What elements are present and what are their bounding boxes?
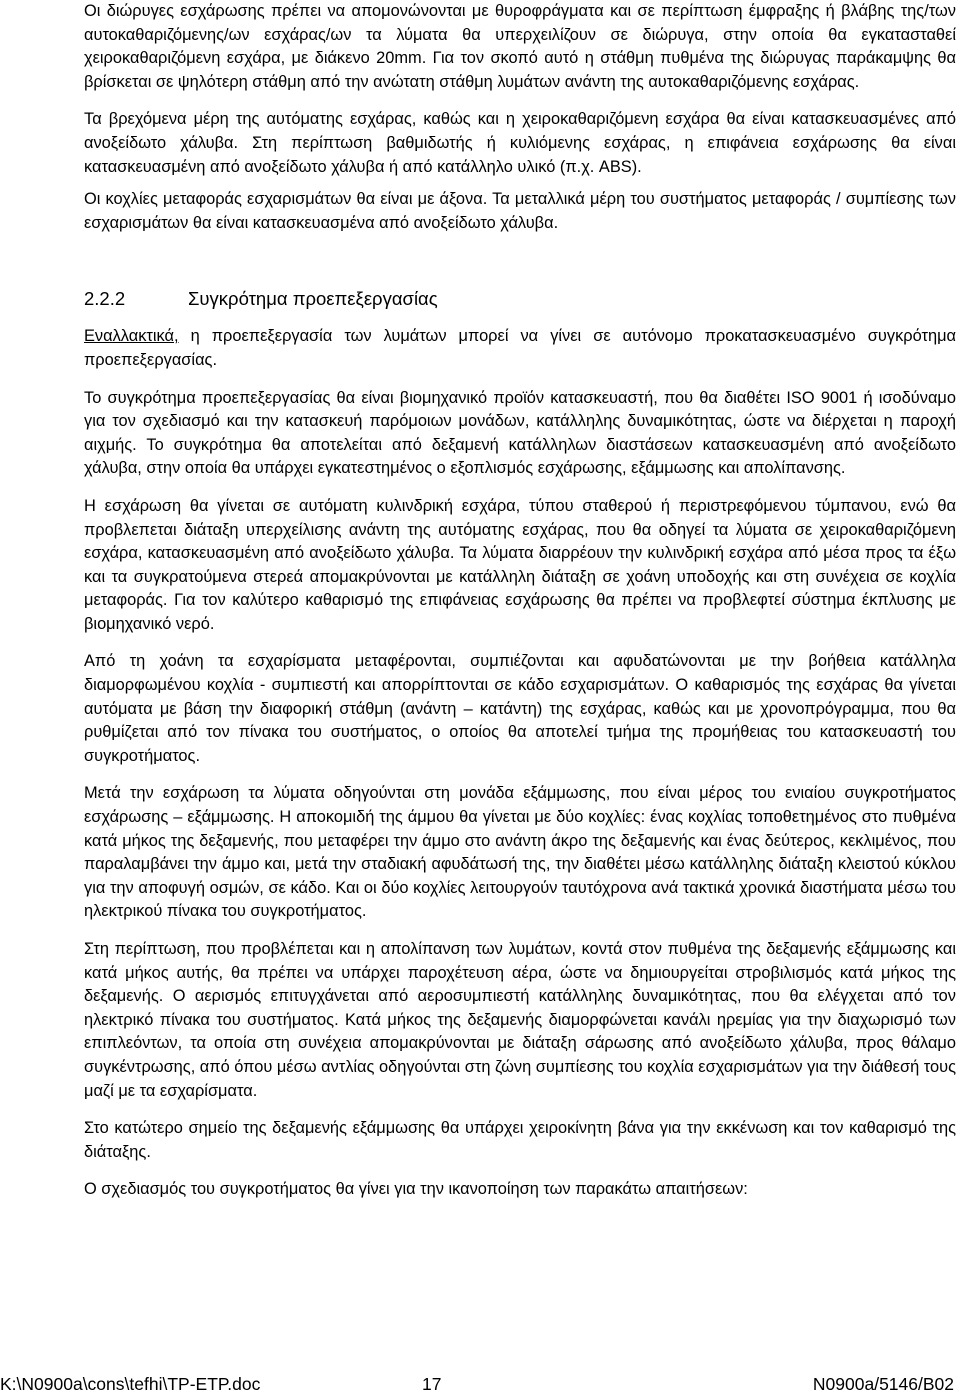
section-title: Συγκρότημα προεπεξεργασίας [188,288,438,310]
paragraph-wetted-parts: Τα βρεχόμενα μέρη της αυτόματης εσχάρας, καθώς και η χειροκαθαριζόμενη εσχάρα θα είναι κατασκευασμένες από ανοξείδωτο χάλυβα. Στη περίπτωση βαθμιδωτής ή κυλιόμενης εσχάρας, η επιφάνεια εσχάρωσης θα είναι κατασκευασμένη από ανοξείδωτο χάλυβα ή από κατάλληλο υλικό (π.χ. ABS). [84,110,956,176]
page-footer [0,1372,960,1396]
footer-file-path: K:\N0900a\cons\tefhi\TP-ETP.doc [0,1374,261,1394]
section-heading [84,287,956,311]
paragraph-drain-valve: Στο κατώτερο σημείο της δεξαμενής εξάμμωσης θα υπάρχει χειροκίνητη βάνα για την εκκένωση και τον καθαρισμό της διάταξης. [84,1119,956,1161]
paragraph-screenings-handling: Από τη χοάνη τα εσχαρίσματα μεταφέρονται, συμπιέζονται και αφυδατώνονται με την βοήθεια κατάλληλα διαμορφωμένου κοχλία - συμπιεστή και απορρίπτονται σε κάδο εσχαρισμάτων. Ο καθαρισμός της εσχάρας θα γίνεται αυτόματα με βάση την διαφορική στάθμη (ανάντη – κατάντη) της εσχάρας, καθώς και με χρονοπρόγραμμα, που θα ρυθμίζεται από τον πίνακα του συστήματος, ο οποίος θα αποτελεί τμήμα της προμήθειας του κατασκευαστή του συγκροτήματος. [84,652,956,765]
section-number: 2.2.2 [84,288,126,310]
paragraph-bypass-channel: Οι διώρυγες εσχάρωσης πρέπει να απομονώνονται με θυροφράγματα και σε περίπτωση έμφραξης ή βλάβης της/των αυτοκαθαριζόμενης/ων εσχάρας/ων τα λύματα θα υπερχειλίζουν σε διώρυγα, στην οποία θα εγκατασταθεί χειροκαθαριζόμενη εσχάρα, με διάκενο 20mm. Για τον σκοπό αυτό η στάθμη πυθμένα της διώρυγας παράκαμψης θα βρίσκεται σε ψηλότερη στάθμη από την ανώτατη στάθμη λυμάτων ανάντη της αυτοκαθαριζόμενης εσχάρας. [84,2,956,91]
footer-page-number: 17 [422,1374,442,1394]
paragraph-degreasing: Στη περίπτωση, που προβλέπεται και η απολίπανση των λυμάτων, κοντά στον πυθμένα της δεξαμενής εξάμμωσης και κατά μήκος αυτής, θα πρέπει να υπάρχει παροχέτευση αέρα, ώστε να δημιουργείται στροβιλισμός κατά μήκος της δεξαμενής. Ο αερισμός επιτυγχάνεται από αεροσυμπιεστή κατάλληλης δυναμικότητας, που θα ελέγχεται από τον ηλεκτρικό πίνακα του συστήματος. Κατά μήκος της δεξαμενής διαμορφώνεται κανάλι ηρεμίας για την διαχωρισμό των επιπλεόντων, τα οποία στη συνέχεια απομακρύνονται με διάταξη σάρωσης από ανοξείδωτο χάλυβα, προς θάλαμο συγκέντρωσης, από όπου μέσω αντλίας οδηγούνται στη ζώνη συμπίεσης του κοχλία εσχαρισμάτων για την διάθεσή τους μαζί με τα εσχαρίσματα. [84,940,956,1100]
document-body [84,0,956,1202]
paragraph-screening: Η εσχάρωση θα γίνεται σε αυτόματη κυλινδρική εσχάρα, τύπου σταθερού ή περιστρεφόμενου τύμπανου, ενώ θα προβλεπεται διάταξη υπερχείλισης ανάντη της αυτόματης εσχάρας, που θα οδηγεί τα λύματα σε χειροκαθαριζόμενη εσχάρα, κατασκευασμένη από ανοξείδωτο χάλυβα. Τα λύματα διαρρέουν την κυλινδρική εσχάρα από μέσα προς τα έξω και τα συγκρατούμενα στερεά απομακρύνονται με κατάλληλη διάταξη σε χοάνη υποδοχής και στη συνέχεια σε κοχλία μεταφοράς. Για τον καλύτερο καθαρισμό της επιφάνειας εσχάρωσης θα πρέπει να προβλεφτεί σύστημα έκπλυσης με βιομηχανικό νερό. [84,496,956,633]
paragraph-design-requirements: Ο σχεδιασμός του συγκροτήματος θα γίνει για την ικανοποίηση των παρακάτω απαιτήσεων: [84,1180,748,1199]
alternative-rest: η προεπεξεργασία των λυμάτων μπορεί να γίνει σε αυτόνομο προκατασκευασμένο συγκρότημα προεπεξεργασίας. [84,327,956,369]
paragraph-alternative [84,325,956,372]
paragraph-industrial-product: Το συγκρότημα προεπεξεργασίας θα είναι βιομηχανικό προϊόν κατασκευαστή, που θα διαθέτει ISO 9001 ή ισοδύναμο για τον σχεδιασμό και την κατασκευή παρόμοιων μονάδων, κατάλληλης δυναμικότητας, ώστε να διέρχεται η παροχή αιχμής. Το συγκρότημα θα αποτελείται από δεξαμενή κατάλληλων διαστάσεων κατασκευασμένη από ανοξείδωτο χάλυβα, στην οποία θα υπάρχει εγκατεστημένος ο εξοπλισμός εσχάρωσης, εξάμμωσης και απολίπανσης. [84,388,956,478]
paragraph-screw-conveyors: Οι κοχλίες μεταφοράς εσχαρισμάτων θα είναι με άξονα. Τα μεταλλικά μέρη του συστήματος μεταφοράς / συμπίεσης των εσχαρισμάτων θα είναι κατασκευασμένα από ανοξείδωτο χάλυβα. [84,190,956,232]
paragraph-grit-removal: Μετά την εσχάρωση τα λύματα οδηγούνται στη μονάδα εξάμμωσης, που είναι μέρος του ενιαίου συγκροτήματος εσχάρωσης – εξάμμωσης. Η αποκομιδή της άμμου θα γίνεται με δύο κοχλίες: ένας κοχλίας τοποθετημένος στο πυθμένα κατά μήκος της δεξαμενής, που μεταφέρει την άμμο στο ανάντη άκρο της δεξαμενής και ένας δεύτερος, κεκλιμένος, που παραλαμβάνει την άμμο και, μετά την σταδιακή αφυδάτωσή της, την διαθέτει μέσω κατάλληλης διάταξη κλειστού κύκλου για την αποφυγή οσμών, σε κάδο. Και οι δύο κοχλίες λειτουργούν ταυτόχρονα ανά τακτικά χρονικά διαστήματα μέσω του ηλεκτρικού πίνακα του συγκροτήματος. [84,784,956,921]
alternative-underlined: Εναλλακτικά, [84,327,179,346]
footer-document-code: N0900a/5146/B02 [812,1374,954,1394]
